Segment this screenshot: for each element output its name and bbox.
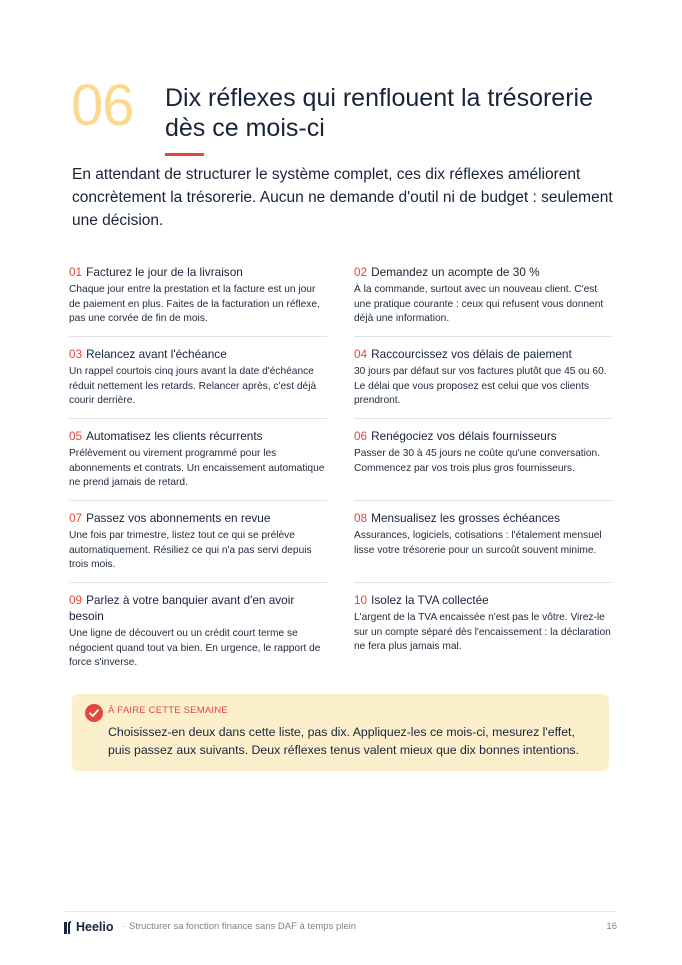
- check-circle-icon: [85, 704, 103, 722]
- tip-heading: [354, 592, 612, 608]
- brand-logo: [64, 919, 114, 935]
- tip-number: 03: [69, 347, 83, 361]
- action-callout: [72, 694, 609, 771]
- tip-title: Mensualisez les grosses échéances: [371, 511, 560, 525]
- tip-item: [354, 264, 612, 327]
- tip-body: Un rappel courtois cinq jours avant la date d'échéance réduit nettement les retards. Relancer après, c'est déjà courir derrière.: [69, 366, 317, 407]
- tip-heading: [354, 346, 612, 362]
- tip-number: 05: [69, 429, 83, 443]
- tip-title: Facturez le jour de la livraison: [86, 265, 243, 279]
- callout-label: À FAIRE CETTE SEMAINE: [108, 705, 228, 716]
- callout-text: Choisissez-en deux dans cette liste, pas dix. Appliquez-les ce mois-ci, mesurez l'effet, puis passez aux suivants. Deux réflexes tenus valent mieux que dix bonnes intentions.: [108, 725, 579, 757]
- tips-grid: [69, 256, 612, 682]
- brand-name: Heelio: [76, 920, 114, 934]
- tip-item: [354, 428, 612, 476]
- tip-item: [69, 428, 327, 491]
- tip-number: 08: [354, 511, 368, 525]
- chapter-number: 06: [71, 73, 134, 138]
- tip-number: 04: [354, 347, 368, 361]
- tip-body: 30 jours par défaut sur vos factures plutôt que 45 ou 60. Le délai que vous proposez est celui que vos clients prendront.: [354, 366, 607, 407]
- footer-separator: ·: [123, 921, 127, 932]
- tip-title: Raccourcissez vos délais de paiement: [371, 347, 572, 361]
- tip-item: [354, 510, 612, 558]
- tip-heading: [69, 264, 327, 280]
- tip-body: Une ligne de découvert ou un crédit court terme se négocient quand tout va bien. En urgence, le rapport de force s'inverse.: [69, 628, 321, 669]
- footer-document-title: Structurer sa fonction finance sans DAF à temps plein: [129, 921, 357, 932]
- page-number: 16: [606, 921, 617, 932]
- row-divider: [69, 500, 327, 501]
- row-divider: [69, 582, 327, 583]
- row-divider: [354, 336, 612, 337]
- tip-body: Assurances, logiciels, cotisations : l'étalement mensuel lisse votre trésorerie pour un surcoût souvent minime.: [354, 530, 602, 556]
- brand-mark-icon: [64, 921, 73, 934]
- tip-heading: [69, 510, 327, 526]
- tip-title: Parlez à votre banquier avant d'en avoir besoin: [69, 593, 295, 623]
- tip-title: Demandez un acompte de 30 %: [371, 265, 540, 279]
- row-divider: [69, 418, 327, 419]
- row-divider: [354, 582, 612, 583]
- tip-title: Isolez la TVA collectée: [371, 593, 489, 607]
- row-divider: [354, 418, 612, 419]
- tip-title: Automatisez les clients récurrents: [86, 429, 263, 443]
- tip-body: À la commande, surtout avec un nouveau client. C'est une pratique courante : ceux qui refusent vous donnent déjà une information.: [354, 284, 604, 325]
- tip-heading: [69, 346, 327, 362]
- tip-item: [69, 346, 327, 409]
- tip-item: [354, 592, 612, 655]
- tip-item: [69, 264, 327, 327]
- page-title: Dix réflexes qui renflouent la trésorerie dès ce mois-ci: [165, 84, 593, 142]
- tip-heading: [69, 592, 327, 624]
- tip-body: Passer de 30 à 45 jours ne coûte qu'une conversation. Commencez par vos trois plus gros fournisseurs.: [354, 448, 601, 474]
- row-divider: [354, 500, 612, 501]
- tip-number: 07: [69, 511, 83, 525]
- tip-heading: [354, 264, 612, 280]
- tip-item: [69, 510, 327, 573]
- footer-divider: [65, 911, 617, 912]
- tip-body: L'argent de la TVA encaissée n'est pas le vôtre. Virez-le sur un compte séparé dès l'encaissement : la déclaration ne fera plus jamais mal.: [354, 612, 611, 653]
- tip-body: Prélèvement ou virement programmé pour les abonnements et contrats. Un encaissement automatique ne prend jamais de retard.: [69, 448, 325, 489]
- tip-title: Passez vos abonnements en revue: [86, 511, 271, 525]
- tip-item: [69, 592, 327, 671]
- row-divider: [69, 336, 327, 337]
- tip-body: Chaque jour entre la prestation et la facture est un jour de paiement en plus. Faites de la facturation un réflexe, pas une corvée de fin de mois.: [69, 284, 320, 325]
- title-underline: [165, 153, 204, 156]
- tip-body: Une fois par trimestre, listez tout ce qui se prélève automatiquement. Résiliez ce qui n'a pas servi depuis trois mois.: [69, 530, 312, 571]
- intro-paragraph: En attendant de structurer le système complet, ces dix réflexes améliorent concrètement la trésorerie. Aucun ne demande d'outil ni de budget : seulement une décision.: [72, 166, 613, 229]
- tip-title: Relancez avant l'échéance: [86, 347, 227, 361]
- tip-title: Renégociez vos délais fournisseurs: [371, 429, 557, 443]
- tip-number: 06: [354, 429, 368, 443]
- tip-item: [354, 346, 612, 409]
- tip-heading: [354, 428, 612, 444]
- tip-heading: [354, 510, 612, 526]
- tip-number: 01: [69, 265, 83, 279]
- tip-number: 02: [354, 265, 368, 279]
- tip-number: 09: [69, 593, 83, 607]
- tip-heading: [69, 428, 327, 444]
- tip-number: 10: [354, 593, 368, 607]
